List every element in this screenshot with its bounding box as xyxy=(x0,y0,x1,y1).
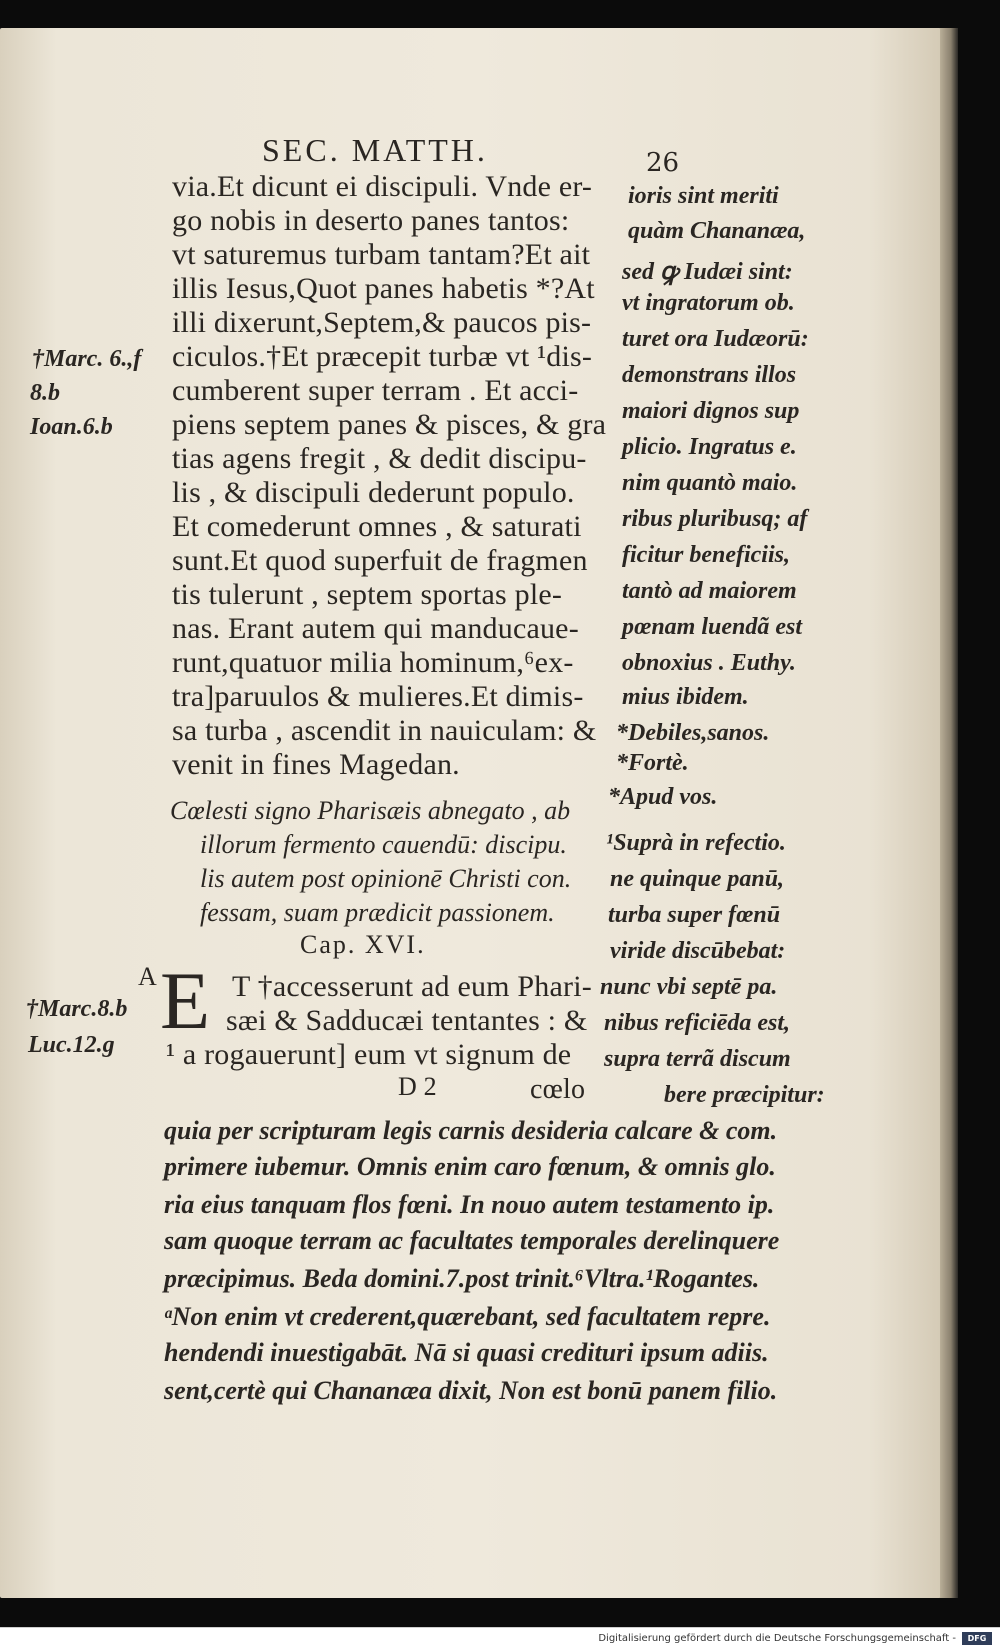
right-note-line: ribus pluribusq; af xyxy=(622,506,808,532)
right-note-line: viride discūbebat: xyxy=(610,938,786,964)
main-line: nas. Erant autem qui manducaue- xyxy=(172,612,579,645)
margin-ref: †Marc.8.b xyxy=(26,996,128,1022)
drop-capital: E xyxy=(160,955,211,1046)
margin-ref: †Marc. 6.,f xyxy=(32,346,142,372)
page-edge xyxy=(940,28,958,1598)
main-line: lis , & discipuli dederunt populo. xyxy=(172,476,575,509)
bottom-note-line: hendendi inuestigabāt. Nā si quasi credituri ipsum adiis. xyxy=(164,1338,769,1367)
right-note-line: plicio. Ingratus e. xyxy=(622,434,797,460)
right-note-line: sed ꝙ Iudæi sint: xyxy=(622,259,793,285)
main-line: tis tulerunt , septem sportas ple- xyxy=(172,578,563,611)
right-note-line: ¹Suprà in refectio. xyxy=(606,830,786,856)
right-note-line: turet ora Iudæorū: xyxy=(622,326,809,352)
bottom-note-line: quia per scripturam legis carnis desideria calcare & com. xyxy=(164,1116,778,1145)
main-line: runt,quatuor milia hominum,⁶ex- xyxy=(172,646,574,679)
bottom-note-line: primere iubemur. Omnis enim caro fœnum, & omnis glo. xyxy=(164,1152,776,1181)
main-line: piens septem panes & pisces, & gra xyxy=(172,408,607,441)
right-note-line: quàm Chananæa, xyxy=(628,218,806,244)
summary-line: illorum fermento cauendū: discipu. xyxy=(200,830,567,859)
chapter-line: T †accesserunt ad eum Phari- xyxy=(232,970,592,1003)
bottom-note-line: sent,certè qui Chananæa dixit, Non est bonū panem filio. xyxy=(164,1376,778,1405)
main-line: cumberent super terram . Et acci- xyxy=(172,374,579,407)
margin-ref: Luc.12.g xyxy=(28,1032,115,1058)
main-line: venit in fines Magedan. xyxy=(172,748,460,781)
right-note-line: demonstrans illos xyxy=(622,362,797,388)
right-note-line: nim quantò maio. xyxy=(622,470,798,496)
running-head: SEC. MATTH. xyxy=(262,132,488,168)
right-note-line: *Apud vos. xyxy=(608,784,718,810)
summary-line: Cœlesti signo Pharisæis abnegato , ab xyxy=(170,796,571,825)
section-letter: A xyxy=(138,962,157,991)
margin-ref: 8.b xyxy=(30,380,60,406)
main-line: illi dixerunt,Septem,& paucos pis- xyxy=(172,306,592,339)
footer-credit: Digitalisierung gefördert durch die Deutsche Forschungsgemeinschaft - xyxy=(598,1633,956,1644)
main-line: illis Iesus,Quot panes habetis *?At xyxy=(172,272,595,305)
summary-line: fessam, suam prædicit passionem. xyxy=(200,898,555,927)
right-note-line: bere præcipitur: xyxy=(664,1082,825,1108)
main-line: ciculos.†Et præcepit turbæ vt ¹dis- xyxy=(172,340,593,373)
main-line: go nobis in deserto panes tantos: xyxy=(172,204,570,237)
margin-ref: Ioan.6.b xyxy=(30,414,113,440)
right-note-line: obnoxius . Euthy. xyxy=(622,650,796,676)
signature-mark: D 2 xyxy=(398,1072,437,1101)
main-line: tias agens fregit , & dedit discipu- xyxy=(172,442,587,475)
dfg-logo: DFG xyxy=(962,1632,992,1645)
bottom-note-line: sam quoque terram ac facultates temporales derelinquere xyxy=(164,1226,780,1255)
right-note-line: vt ingratorum ob. xyxy=(622,290,795,316)
right-note-line: nunc vbi septē pa. xyxy=(600,974,778,1000)
right-note-line: supra terrã discum xyxy=(604,1046,791,1072)
right-note-line: ioris sint meriti xyxy=(628,183,779,209)
right-note-line: ne quinque panū, xyxy=(610,866,785,892)
right-note-line: *Fortè. xyxy=(616,750,689,776)
folio-number: 26 xyxy=(646,148,680,178)
right-note-line: tantò ad maiorem xyxy=(622,578,797,604)
main-line: via.Et dicunt ei discipuli. Vnde er- xyxy=(172,170,593,203)
chapter-line: ¹ a rogauerunt] eum vt signum de xyxy=(166,1038,572,1071)
chapter-line: sæi & Sadducæi tentantes : & xyxy=(226,1004,588,1037)
chapter-heading: Cap. XVI. xyxy=(300,930,426,959)
main-line: tra]paruulos & mulieres.Et dimis- xyxy=(172,680,584,713)
digitization-footer xyxy=(0,1627,1000,1650)
main-line: Et comederunt omnes , & saturati xyxy=(172,510,582,543)
right-note-line: mius ibidem. xyxy=(622,684,749,710)
catchword: cœlo xyxy=(530,1074,586,1105)
main-line: vt saturemus turbam tantam?Et ait xyxy=(172,238,591,271)
main-line: sunt.Et quod superfuit de fragmen xyxy=(172,544,588,577)
right-note-line: turba super fœnū xyxy=(608,902,781,928)
summary-line: lis autem post opinionē Christi con. xyxy=(200,864,572,893)
bottom-note-line: ria eius tanquam flos fœni. In nouo autem testamento ip. xyxy=(164,1190,775,1219)
right-note-line: maiori dignos sup xyxy=(622,398,800,424)
main-line: sa turba , ascendit in nauiculam: & xyxy=(172,714,597,747)
bottom-note-line: præcipimus. Beda domini.7.post trinit.⁶Vltra.¹Rogantes. xyxy=(164,1264,760,1293)
right-note-line: ficitur beneficiis, xyxy=(622,542,790,568)
bottom-note-line: ᵃNon enim vt crederent,quærebant, sed facultatem repre. xyxy=(164,1302,771,1331)
right-note-line: *Debiles,sanos. xyxy=(616,720,770,746)
right-note-line: nibus reficiēda est, xyxy=(604,1010,790,1036)
right-note-line: pœnam luendã est xyxy=(622,614,803,640)
